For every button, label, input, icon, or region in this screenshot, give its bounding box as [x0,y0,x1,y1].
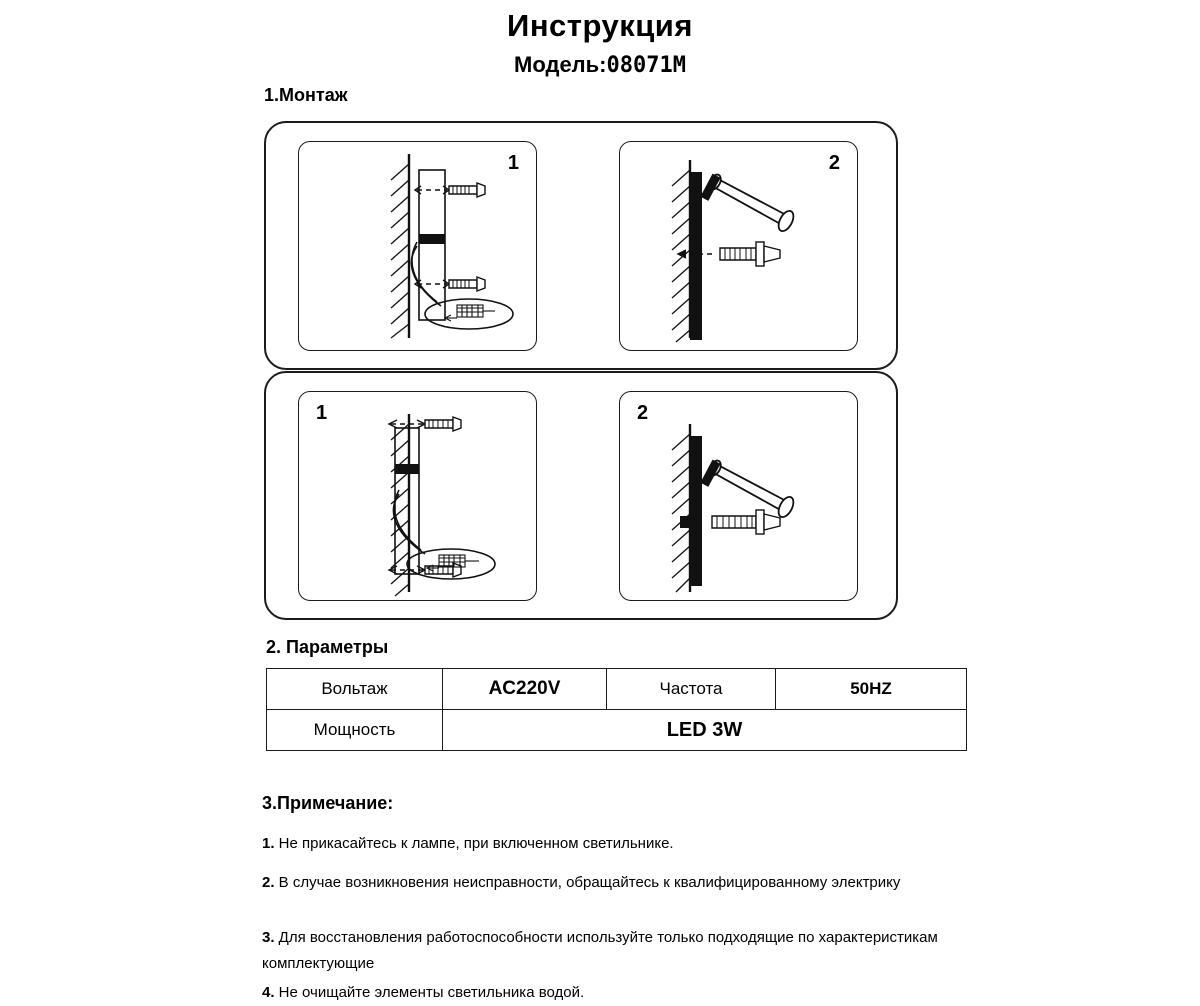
mounting-figure-2 [619,141,858,351]
model-line [0,52,1200,78]
parameters-table [266,668,967,751]
note-item-4 [262,980,962,1006]
model-label: Модель: [514,52,607,77]
table-row [267,710,967,751]
step-number-1: 1 [507,152,519,174]
mounting-figure-4 [619,391,858,601]
model-value: 08071M [606,53,686,78]
note-text-1: Не прикасайтесь к лампе, при включенном светильнике. [274,835,674,852]
mounting-panel-bottom [264,371,898,620]
note-number-3: 3. [262,929,275,946]
figure-2-artwork [620,142,857,350]
note-number-1: 1. [262,835,275,852]
figure-1-artwork [299,142,536,350]
section-heading-mounting: 1.Монтаж [264,85,348,105]
param-value-power: LED 3W [443,710,967,751]
note-text-3: Для восстановления работоспособности используйте только подходящие по характеристикам комплектующие [262,929,938,972]
section-heading-parameters: 2. Параметры [266,637,389,657]
step-number-3: 1 [316,402,328,424]
note-text-4: Не очищайте элементы светильника водой. [274,984,585,1001]
mounting-panel-top [264,121,898,370]
note-item-3 [262,925,962,977]
figure-3-artwork [299,392,536,600]
step-number-2: 2 [828,152,840,174]
note-text-2: В случае возникновения неисправности, обращайтесь к квалифицированному электрику [274,874,901,891]
note-number-4: 4. [262,984,275,1001]
step-number-4: 2 [637,402,649,424]
page-title: Инструкция [507,8,693,43]
param-label-voltage: Вольтаж [267,669,443,710]
mounting-figure-1 [298,141,537,351]
table-row [267,669,967,710]
note-item-2 [262,870,962,896]
param-value-frequency: 50HZ [776,669,967,710]
mounting-figure-3 [298,391,537,601]
param-label-frequency: Частота [607,669,776,710]
note-number-2: 2. [262,874,275,891]
param-label-power: Мощность [267,710,443,751]
section-heading-notes: 3.Примечание: [262,793,394,813]
note-item-1 [262,831,962,857]
param-value-voltage: AC220V [443,669,607,710]
figure-4-artwork [620,392,857,600]
